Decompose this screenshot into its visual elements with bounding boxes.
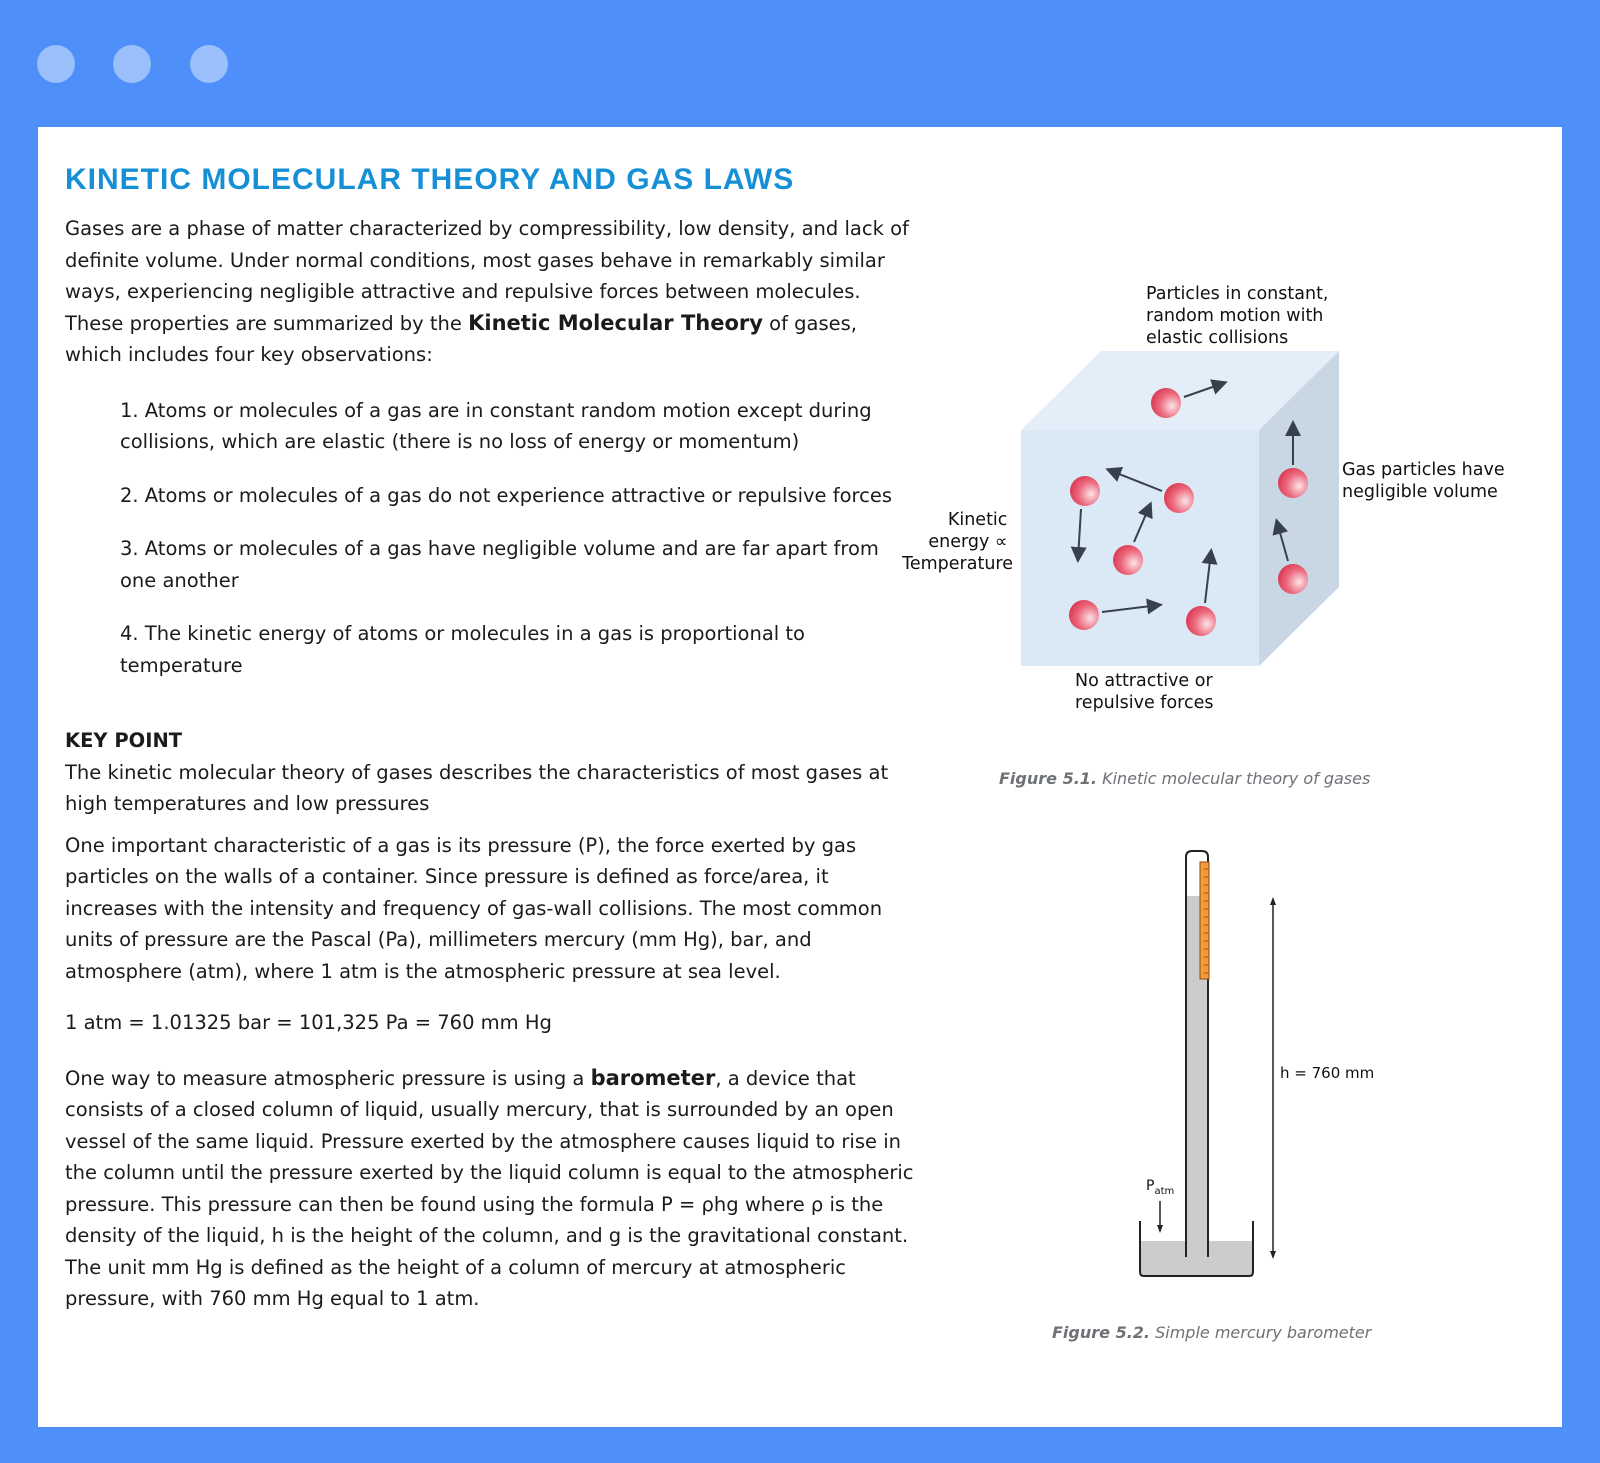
figure-2-caption-text: Simple mercury barometer <box>1155 1323 1372 1342</box>
list-item: 1. Atoms or molecules of a gas are in constant random motion except during collisions, which are elastic (there is no loss of energy or momentum) <box>120 398 872 453</box>
gas-particle <box>1164 483 1194 513</box>
kmt-term: Kinetic Molecular Theory <box>468 310 763 335</box>
patm-label: $P_{atm}$ <box>1146 1178 1175 1197</box>
barometer-text-after: , a device that consists of a closed column of liquid, usually mercury, that is surrounded by an open vessel of the same liquid. Pressure exerted by the atmosphere causes liquid to rise in the column until the pressure exerted by the liquid column is equal to the atmospheric pressure. This pressure can then be found using the formula P = ρhg where ρ is the density of the liquid, h is the height of the column, and g is the gravitational constant. The unit mm Hg is defined as the height of a column of mercury at atmospheric pressure, with 760 mm Hg equal to 1 atm. <box>65 1066 914 1310</box>
barometer-paragraph <box>65 1063 915 1315</box>
label-kinetic-energy: Kinetic energy ∝ Temperature <box>902 510 1013 574</box>
figure-1-caption-text: Kinetic molecular theory of gases <box>1102 769 1371 788</box>
gas-particle <box>1186 606 1216 636</box>
window-close-dot[interactable] <box>37 45 75 83</box>
label-constant-motion: Particles in constant, random motion with elastic collisions <box>1146 284 1329 348</box>
body-text <box>65 213 915 1315</box>
gas-particle <box>1113 545 1143 575</box>
barometer-text-before: One way to measure atmospheric pressure is using a <box>65 1066 591 1090</box>
page-title: KINETIC MOLECULAR THEORY AND GAS LAWS <box>65 163 795 196</box>
intro-paragraph <box>65 213 915 371</box>
figure-2-caption <box>1052 1323 1371 1342</box>
gas-particle <box>1278 564 1308 594</box>
cube-front-face <box>1021 430 1259 666</box>
intro-text-before: Gases are a phase of matter characterized by compressibility, low density, and lack of definite volume. Under normal conditions, most gases behave in remarkably similar ways, experiencing negligible attractive and repulsive forces between molecules. These properties are summarized by the <box>65 217 909 335</box>
gas-particle <box>1070 476 1100 506</box>
key-point-heading: KEY POINT <box>65 729 183 752</box>
observations-list <box>120 395 915 682</box>
figure-1-caption <box>999 769 1370 788</box>
kinetic-theory-figure <box>893 277 1543 817</box>
pressure-paragraph: One important characteristic of a gas is its pressure (P), the force exerted by gas particles on the walls of a container. Since pressure is defined as force/area, it increases with the intensity and frequency of gas-wall collisions. The most common units of pressure are the Pascal (Pa), millimeters mercury (mm Hg), bar, and atmosphere (atm), where 1 atm is the atmospheric pressure at sea level. <box>65 833 883 983</box>
figure-2-number: Figure 5.2. <box>1052 1323 1150 1342</box>
label-no-forces: No attractive or repulsive forces <box>1075 671 1214 713</box>
key-point-text: The kinetic molecular theory of gases describes the characteristics of most gases at high temperatures and low pressures <box>65 760 889 815</box>
window-maximize-dot[interactable] <box>190 45 228 83</box>
list-item: 3. Atoms or molecules of a gas have negligible volume and are far apart from one another <box>120 537 879 592</box>
window-minimize-dot[interactable] <box>113 45 151 83</box>
height-label: h = 760 mm <box>1280 1064 1375 1082</box>
list-item: 2. Atoms or molecules of a gas do not experience attractive or repulsive forces <box>120 483 893 507</box>
pressure-formula: 1 atm = 1.01325 bar = 101,325 Pa = 760 mm Hg <box>65 1011 552 1034</box>
label-negligible-volume: Gas particles have negligible volume <box>1342 460 1505 502</box>
figure-1-number: Figure 5.1. <box>999 769 1097 788</box>
measurement-scale <box>1200 862 1209 979</box>
gas-particle <box>1069 600 1099 630</box>
barometer-term: barometer <box>590 1065 716 1090</box>
document-panel <box>38 127 1562 1427</box>
gas-particle <box>1278 468 1308 498</box>
barometer-figure <box>1118 842 1448 1292</box>
intro-text-after: of gases, which includes four key observations: <box>65 311 857 366</box>
list-item: 4. The kinetic energy of atoms or molecules in a gas is proportional to temperature <box>120 622 805 677</box>
gas-particle <box>1151 388 1181 418</box>
